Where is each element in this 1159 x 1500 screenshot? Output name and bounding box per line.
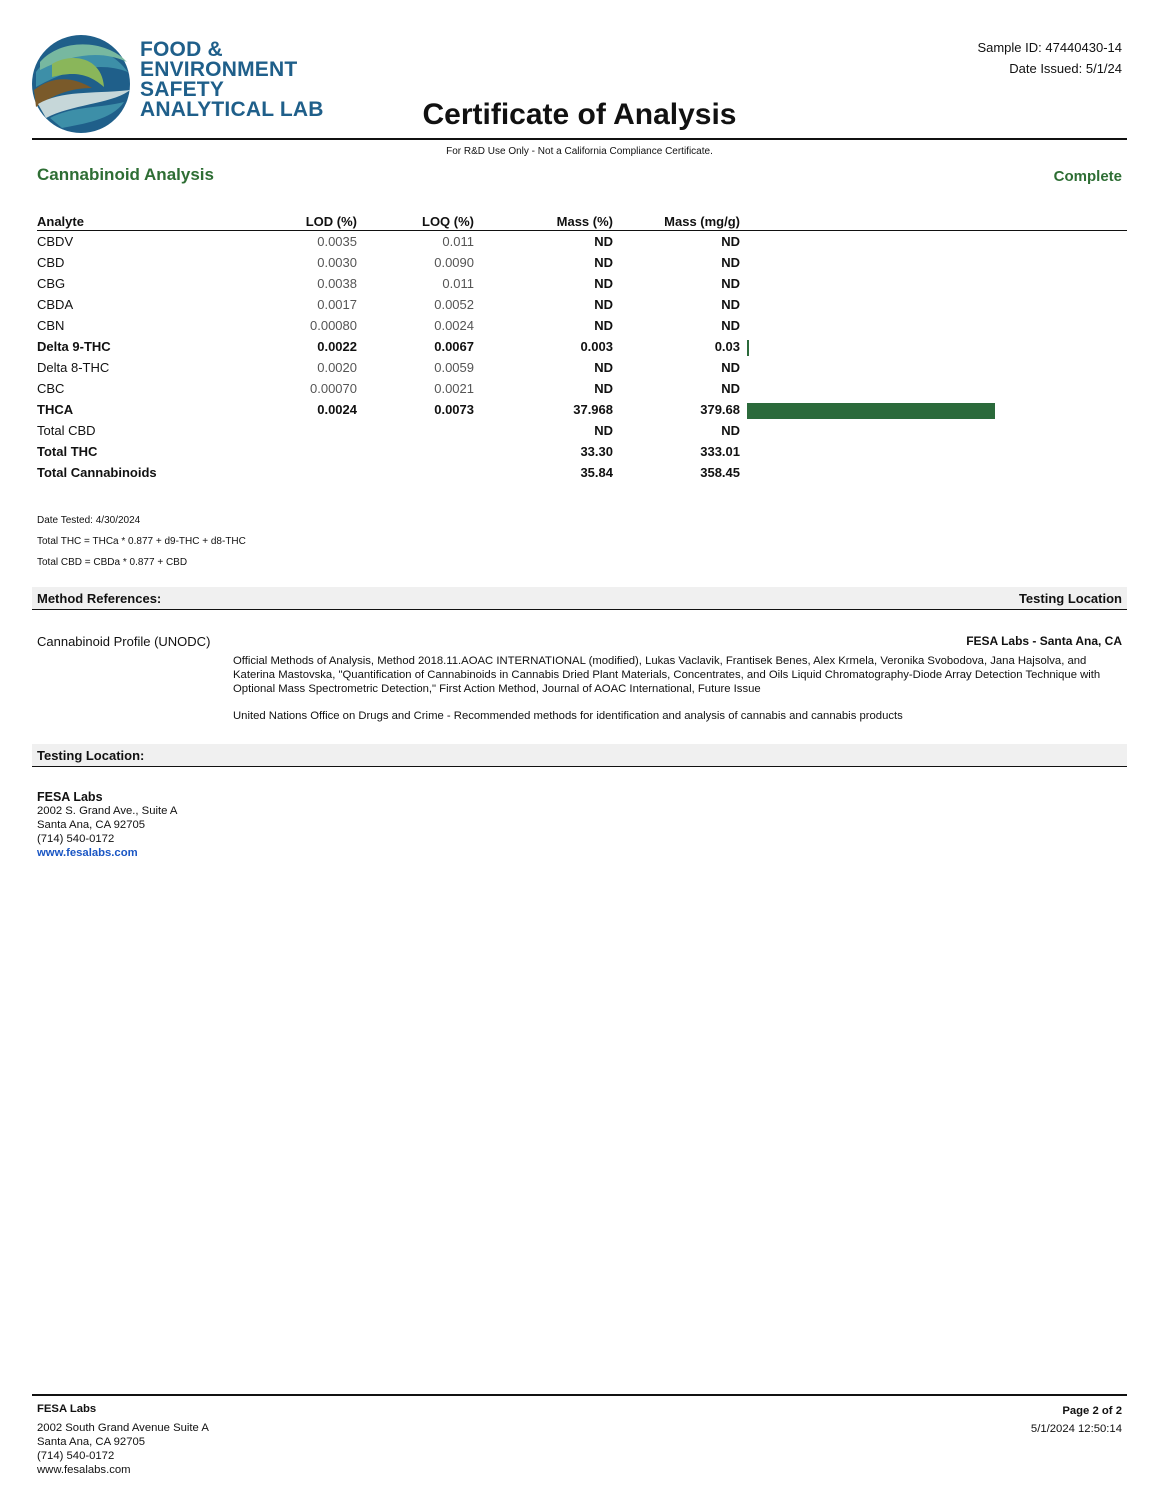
footer-timestamp: 5/1/2024 12:50:14 xyxy=(1030,1423,1122,1435)
header-divider xyxy=(32,138,1127,140)
mass-mg-cell: 333.01 xyxy=(700,444,740,459)
footer-website: www.fesalabs.com xyxy=(37,1464,131,1476)
analyte-cell: Total Cannabinoids xyxy=(37,465,157,480)
lab-address: 2002 S. Grand Ave., Suite A xyxy=(37,805,178,817)
mass-mg-cell: ND xyxy=(721,234,740,249)
testing-location-header xyxy=(32,744,1127,767)
method-location: FESA Labs - Santa Ana, CA xyxy=(966,634,1122,648)
analyte-cell: Delta 8-THC xyxy=(37,360,110,375)
mass-mg-cell: ND xyxy=(721,297,740,312)
footer-divider xyxy=(32,1394,1127,1396)
logo-line: ENVIRONMENT xyxy=(140,58,298,81)
table-row xyxy=(37,357,1127,378)
analyte-cell: Delta 9-THC xyxy=(37,339,111,354)
footer-city: Santa Ana, CA 92705 xyxy=(37,1436,146,1448)
results-table xyxy=(37,211,1127,483)
lab-city: Santa Ana, CA 92705 xyxy=(37,819,146,831)
method-references xyxy=(233,654,1113,736)
lod-cell: 0.0030 xyxy=(317,255,357,270)
table-row xyxy=(37,294,1127,315)
analyte-cell: CBC xyxy=(37,381,65,396)
status-label: Complete xyxy=(1053,168,1122,185)
sample-info xyxy=(977,37,1122,79)
column-header: Mass (%) xyxy=(556,214,613,229)
disclaimer: For R&D Use Only - Not a California Compliance Certificate. xyxy=(446,146,713,157)
lod-cell: 0.00070 xyxy=(310,381,357,396)
analyte-cell: CBDA xyxy=(37,297,74,312)
mass-pct-cell: 37.968 xyxy=(573,402,613,417)
mass-pct-cell: 35.84 xyxy=(580,465,613,480)
testing-location-heading: Testing Location: xyxy=(37,748,145,763)
loq-cell: 0.0073 xyxy=(434,402,474,417)
loq-cell: 0.0024 xyxy=(434,318,474,333)
mass-pct-cell: 33.30 xyxy=(580,444,613,459)
lab-phone: (714) 540-0172 xyxy=(37,833,115,845)
section-title: Cannabinoid Analysis xyxy=(37,165,214,184)
mass-pct-cell: ND xyxy=(594,360,613,375)
lod-cell: 0.0038 xyxy=(317,276,357,291)
mass-mg-cell: 358.45 xyxy=(700,465,740,480)
lod-cell: 0.0017 xyxy=(317,297,357,312)
analyte-cell: CBDV xyxy=(37,234,74,249)
column-header: Mass (mg/g) xyxy=(664,214,740,229)
analyte-cell: CBD xyxy=(37,255,65,270)
table-row xyxy=(37,420,1127,441)
method-name: Cannabinoid Profile (UNODC) xyxy=(37,634,211,649)
table-row xyxy=(37,441,1127,462)
lab-website-link[interactable]: www.fesalabs.com xyxy=(37,847,138,859)
mass-mg-cell: ND xyxy=(721,381,740,396)
column-header: LOQ (%) xyxy=(422,214,474,229)
lod-cell: 0.0024 xyxy=(317,402,357,417)
mass-pct-cell: ND xyxy=(594,423,613,438)
lod-cell: 0.0020 xyxy=(317,360,357,375)
footer-lab-name: FESA Labs xyxy=(37,1403,97,1415)
lod-cell: 0.0035 xyxy=(317,234,357,249)
footer-phone: (714) 540-0172 xyxy=(37,1450,115,1462)
mass-mg-cell: ND xyxy=(721,276,740,291)
table-row xyxy=(37,315,1127,336)
column-header: Analyte xyxy=(37,214,84,229)
mass-mg-cell: ND xyxy=(721,360,740,375)
date-issued: Date Issued: 5/1/24 xyxy=(1009,61,1122,76)
footer-page-info xyxy=(1031,1402,1122,1438)
mass-mg-cell: ND xyxy=(721,318,740,333)
loq-cell: 0.0021 xyxy=(434,381,474,396)
mass-mg-cell: 0.03 xyxy=(714,339,740,354)
footer-address xyxy=(37,1402,209,1477)
lab-name: FESA Labs xyxy=(37,790,103,804)
sample-id: Sample ID: 47440430-14 xyxy=(977,40,1122,55)
table-row xyxy=(37,252,1127,273)
mass-pct-cell: 0.003 xyxy=(580,339,613,354)
date-tested: Date Tested: 4/30/2024 xyxy=(37,515,141,526)
mass-pct-cell: ND xyxy=(594,234,613,249)
loq-cell: 0.0067 xyxy=(434,339,474,354)
footer-address-line: 2002 South Grand Avenue Suite A xyxy=(37,1422,209,1434)
mass-pct-cell: ND xyxy=(594,381,613,396)
mass-mg-cell: 379.68 xyxy=(700,402,740,417)
mass-pct-cell: ND xyxy=(594,318,613,333)
column-header: LOD (%) xyxy=(305,214,357,229)
table-row xyxy=(37,378,1127,399)
method-references-header xyxy=(32,587,1127,610)
mass-pct-cell: ND xyxy=(594,255,613,270)
mass-mg-cell: ND xyxy=(721,255,740,270)
testing-location-block xyxy=(37,790,177,860)
loq-cell: 0.011 xyxy=(442,234,474,249)
lod-cell: 0.00080 xyxy=(310,318,357,333)
mass-mg-cell: ND xyxy=(721,423,740,438)
loq-cell: 0.0059 xyxy=(434,360,474,375)
analyte-cell: Total CBD xyxy=(37,423,96,438)
total-thc-formula: Total THC = THCa * 0.877 + d9-THC + d8-THC xyxy=(37,536,246,547)
analyte-cell: CBN xyxy=(37,318,65,333)
result-bar xyxy=(747,340,749,356)
notes xyxy=(37,510,246,573)
testing-location-label: Testing Location xyxy=(1018,591,1122,606)
loq-cell: 0.0090 xyxy=(434,255,474,270)
lod-cell: 0.0022 xyxy=(317,339,357,354)
analyte-cell: THCA xyxy=(37,402,74,417)
logo-line: ANALYTICAL LAB xyxy=(140,98,324,121)
page-title: Certificate of Analysis xyxy=(422,98,737,131)
table-row xyxy=(37,462,1127,483)
reference-text: Official Methods of Analysis, Method 2018.11.AOAC INTERNATIONAL (modified), Lukas Vaclavik, Frantisek Benes, Alex Krmela, Veronika Svobodova, Jana Hajsolva, and Katerina Mastovska, "Quantification of Cannabinoids in Cannabis Dried Plant Materials, Concentrates, and Oils Liquid Chromatography-Diode Array Detection Technique with Optional Mass Spectrometric Detection," First Action Method, Journal of AOAC International, Future Issue xyxy=(233,655,1101,695)
total-cbd-formula: Total CBD = CBDa * 0.877 + CBD xyxy=(37,557,188,568)
reference-text: United Nations Office on Drugs and Crime - Recommended methods for identification and analysis of cannabis and cannabis products xyxy=(233,710,903,722)
result-bar xyxy=(747,403,995,419)
mass-pct-cell: ND xyxy=(594,276,613,291)
table-row xyxy=(37,336,1127,357)
logo-line: SAFETY xyxy=(140,78,225,101)
loq-cell: 0.011 xyxy=(442,276,474,291)
table-row xyxy=(37,273,1127,294)
table-header xyxy=(37,211,1127,231)
method-references-label: Method References: xyxy=(37,591,162,606)
table-row xyxy=(37,399,1127,420)
page-number: Page 2 of 2 xyxy=(1062,1405,1122,1417)
table-row xyxy=(37,231,1127,252)
table-body xyxy=(37,231,1127,483)
logo-line: FOOD & xyxy=(140,38,223,61)
loq-cell: 0.0052 xyxy=(434,297,474,312)
analyte-cell: CBG xyxy=(37,276,66,291)
mass-pct-cell: ND xyxy=(594,297,613,312)
analyte-cell: Total THC xyxy=(37,444,98,459)
